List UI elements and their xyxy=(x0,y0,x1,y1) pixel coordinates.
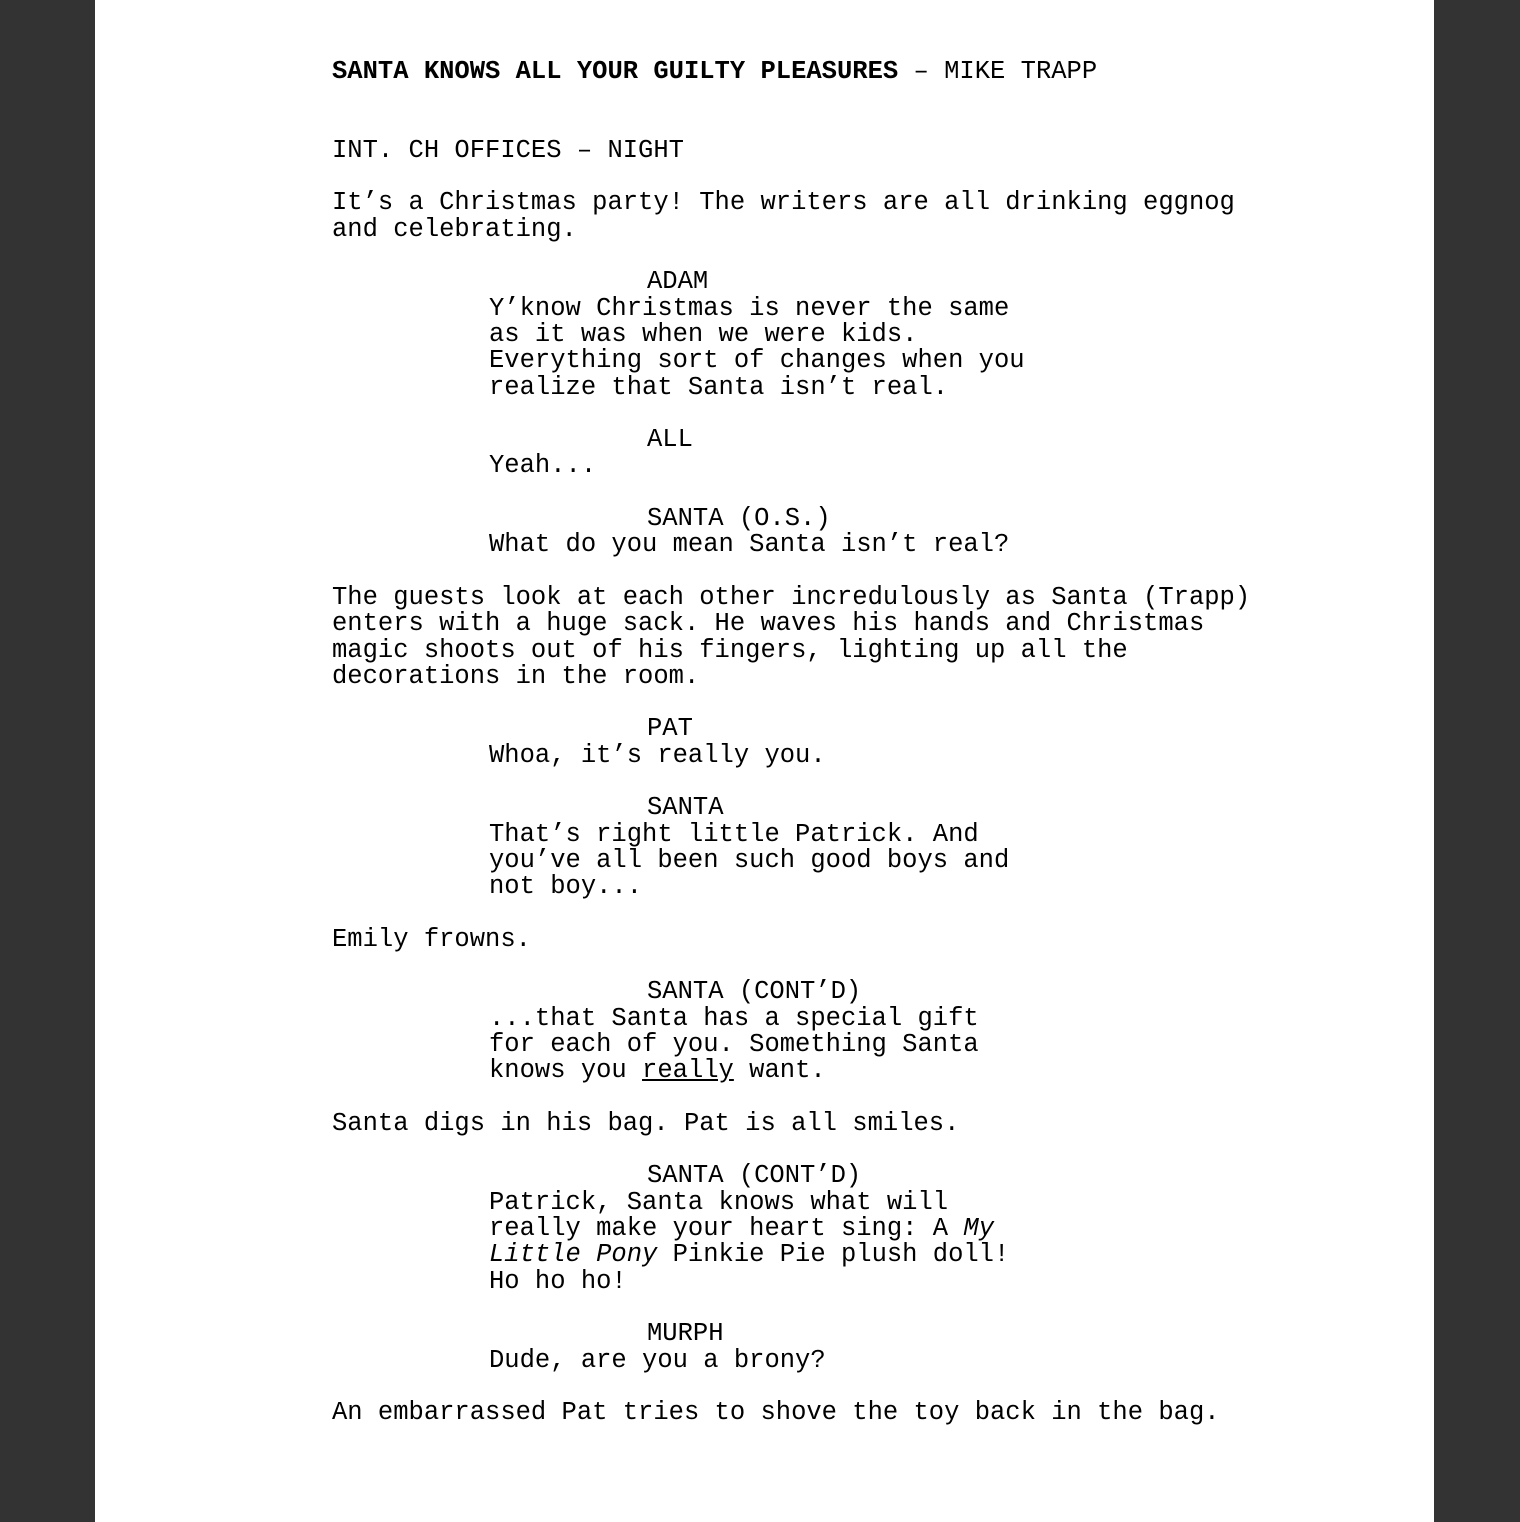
dialogue-line xyxy=(332,1058,1332,1084)
character-name: SANTA (CONT’D) xyxy=(647,977,862,1007)
dialogue-line: ...that Santa has a special gift xyxy=(489,1003,979,1033)
action-block xyxy=(332,582,1332,691)
dialogue-text: knows you xyxy=(489,1056,643,1086)
italic-title: My xyxy=(963,1214,994,1244)
character-name: PAT xyxy=(647,714,693,744)
action-line: It’s a Christmas party! The writers are all drinking eggnog xyxy=(332,188,1235,218)
character-name: ALL xyxy=(647,425,693,455)
action-line: The guests look at each other incredulously as Santa (Trapp) xyxy=(332,582,1251,612)
script-title: SANTA KNOWS ALL YOUR GUILTY PLEASURES xyxy=(332,57,899,86)
dialogue-line: you’ve all been such good boys and xyxy=(489,845,1010,875)
title-separator: – xyxy=(898,57,945,86)
dialogue-line: realize that Santa isn’t real. xyxy=(489,372,949,402)
action-block xyxy=(332,924,1332,954)
action-line: decorations in the room. xyxy=(332,661,700,691)
dialogue-line: as it was when we were kids. xyxy=(489,319,918,349)
action-block xyxy=(332,190,1332,243)
action-line: Santa digs in his bag. Pat is all smiles. xyxy=(332,1108,960,1138)
underlined-emphasis: really xyxy=(642,1056,734,1086)
screenplay xyxy=(332,59,1332,1426)
dialogue-line: Dude, are you a brony? xyxy=(489,1345,826,1375)
script-page xyxy=(95,0,1434,1522)
title-line xyxy=(332,59,1332,85)
dialogue-text: want. xyxy=(733,1056,826,1086)
dialogue-line: Ho ho ho! xyxy=(489,1266,627,1296)
dialogue-line: That’s right little Patrick. And xyxy=(489,819,979,849)
character-name: ADAM xyxy=(647,267,709,297)
action-line: and celebrating. xyxy=(332,214,577,244)
action-line: enters with a huge sack. He waves his hands and Christmas xyxy=(332,609,1205,639)
dialogue-line: for each of you. Something Santa xyxy=(489,1029,979,1059)
character-name: SANTA xyxy=(647,793,724,823)
dialogue-line: not boy... xyxy=(489,872,643,902)
action-block xyxy=(332,1108,1332,1138)
character-name: SANTA (O.S.) xyxy=(647,504,831,534)
action-block xyxy=(332,1400,1332,1426)
action-line: Emily frowns. xyxy=(332,924,531,954)
action-line: An embarrassed Pat tries to shove the toy back in the bag. xyxy=(332,1398,1220,1428)
dialogue-line: Patrick, Santa knows what will xyxy=(489,1187,949,1217)
dialogue-text: Pinkie Pie plush doll! xyxy=(657,1240,1010,1270)
scene-heading: INT. CH OFFICES – NIGHT xyxy=(332,135,684,165)
character-name: SANTA (CONT’D) xyxy=(647,1161,862,1191)
dialogue-line xyxy=(332,1216,1332,1242)
dialogue-line xyxy=(332,1242,1332,1268)
italic-title: Little Pony xyxy=(489,1240,658,1270)
action-line: magic shoots out of his fingers, lighting up all the xyxy=(332,635,1128,665)
dialogue-line: Y’know Christmas is never the same xyxy=(489,293,1010,323)
dialogue-line: Whoa, it’s really you. xyxy=(489,740,826,770)
dialogue-line: Everything sort of changes when you xyxy=(489,346,1025,376)
dialogue-text: really make your heart sing: A xyxy=(489,1214,964,1244)
dialogue-line: Yeah... xyxy=(489,451,597,481)
character-name: MURPH xyxy=(647,1319,724,1349)
script-author: MIKE TRAPP xyxy=(944,57,1098,86)
dialogue-line: What do you mean Santa isn’t real? xyxy=(489,530,1010,560)
